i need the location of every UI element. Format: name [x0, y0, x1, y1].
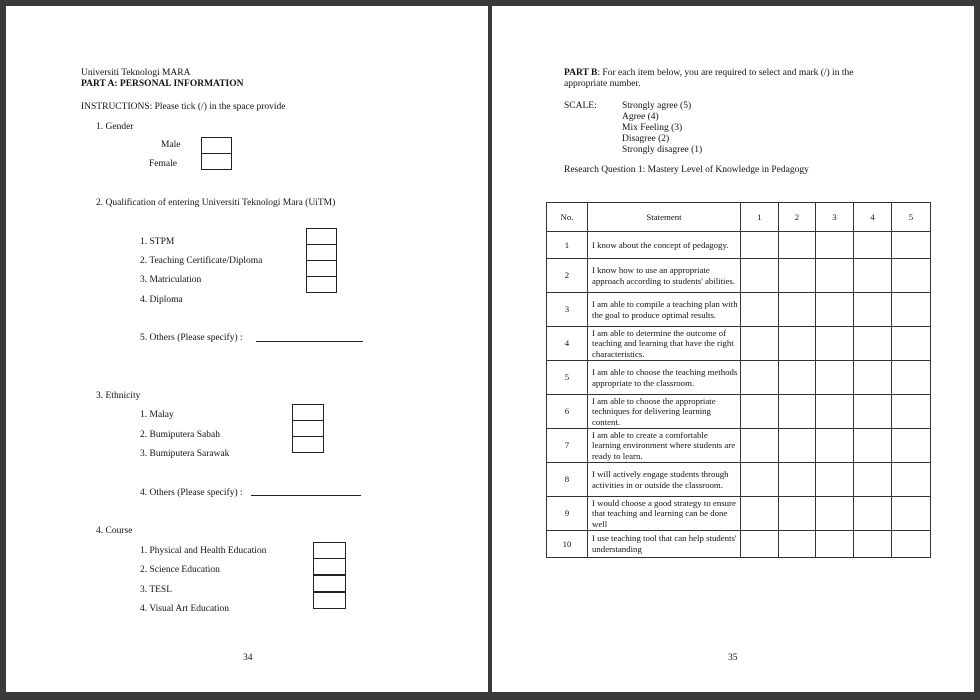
rating-cell-5[interactable]: [892, 293, 931, 327]
rating-cell-5[interactable]: [892, 531, 931, 558]
part-b-instruction: [564, 68, 853, 79]
instructions: INSTRUCTIONS: Please tick (/) in the space provide: [81, 102, 286, 112]
rating-cell-2[interactable]: [779, 327, 816, 361]
rating-cell-4[interactable]: [854, 232, 892, 259]
course-option-tesl: 3. TESL: [140, 585, 173, 595]
rating-cell-4[interactable]: [854, 531, 892, 558]
gender-female-checkbox[interactable]: [201, 153, 232, 170]
ethnicity-option-malay: 1. Malay: [140, 410, 174, 420]
rating-cell-1[interactable]: [741, 293, 779, 327]
row-statement: I am able to determine the outcome of teaching and learning that have the right characteristics.: [588, 327, 741, 361]
table-row: [547, 395, 931, 429]
qualification-option-teaching-certificate: 2. Teaching Certificate/Diploma: [140, 256, 263, 266]
header-scale-2: 2: [779, 203, 816, 232]
table-row: [547, 463, 931, 497]
rating-cell-2[interactable]: [779, 531, 816, 558]
scale-label: SCALE:: [564, 101, 597, 111]
table-body: [547, 232, 931, 558]
course-visual-art-checkbox[interactable]: [313, 592, 346, 609]
rating-cell-4[interactable]: [854, 361, 892, 395]
q3-ethnicity-label: 3. Ethnicity: [96, 391, 141, 401]
table-header-row: [547, 203, 931, 232]
rating-cell-3[interactable]: [816, 463, 854, 497]
row-number: 2: [547, 259, 588, 293]
row-statement: I know about the concept of pedagogy.: [588, 232, 741, 259]
rating-cell-5[interactable]: [892, 463, 931, 497]
rating-cell-5[interactable]: [892, 429, 931, 463]
rating-cell-1[interactable]: [741, 361, 779, 395]
rating-cell-5[interactable]: [892, 361, 931, 395]
course-option-science: 2. Science Education: [140, 565, 220, 575]
q4-course-label: 4. Course: [96, 526, 133, 536]
row-statement: I know how to use an appropriate approach according to students' abilities.: [588, 259, 741, 293]
table-row: [547, 361, 931, 395]
row-number: 3: [547, 293, 588, 327]
rating-cell-1[interactable]: [741, 429, 779, 463]
rating-cell-2[interactable]: [779, 361, 816, 395]
rating-cell-4[interactable]: [854, 293, 892, 327]
qualification-teaching-certificate-checkbox[interactable]: [306, 244, 337, 261]
ethnicity-others-input-line[interactable]: [251, 495, 361, 496]
rating-cell-4[interactable]: [854, 429, 892, 463]
course-phe-checkbox[interactable]: [313, 542, 346, 559]
research-question: Research Question 1: Mastery Level of Knowledge in Pedagogy: [564, 165, 809, 175]
scale-strongly-agree: Strongly agree (5): [622, 101, 692, 111]
rating-cell-1[interactable]: [741, 531, 779, 558]
qualification-option-stpm: 1. STPM: [140, 237, 175, 247]
table-row: [547, 232, 931, 259]
table-row: [547, 531, 931, 558]
table-row: [547, 293, 931, 327]
rating-cell-5[interactable]: [892, 497, 931, 531]
rating-cell-5[interactable]: [892, 395, 931, 429]
page-35: [492, 6, 974, 692]
rating-cell-2[interactable]: [779, 293, 816, 327]
row-number: 9: [547, 497, 588, 531]
qualification-option-matriculation: 3. Matriculation: [140, 275, 202, 285]
row-number: 1: [547, 232, 588, 259]
ethnicity-sarawak-checkbox[interactable]: [292, 436, 324, 453]
rating-cell-3[interactable]: [816, 259, 854, 293]
row-statement: I would choose a good strategy to ensure that teaching and learning can be done well: [588, 497, 741, 531]
row-statement: I will actively engage students through activities in or outside the classroom.: [588, 463, 741, 497]
scale-disagree: Disagree (2): [622, 134, 670, 144]
header-scale-3: 3: [816, 203, 854, 232]
rating-cell-2[interactable]: [779, 463, 816, 497]
table-row: [547, 497, 931, 531]
row-number: 8: [547, 463, 588, 497]
qualification-diploma-checkbox[interactable]: [306, 276, 337, 293]
header-scale-1: 1: [741, 203, 779, 232]
rating-cell-4[interactable]: [854, 463, 892, 497]
rating-cell-1[interactable]: [741, 463, 779, 497]
scale-strongly-disagree: Strongly disagree (1): [622, 145, 703, 155]
rating-cell-2[interactable]: [779, 395, 816, 429]
table-row: [547, 327, 931, 361]
rating-cell-3[interactable]: [816, 395, 854, 429]
row-number: 5: [547, 361, 588, 395]
row-statement: I am able to create a comfortable learning environment where students are ready to learn.: [588, 429, 741, 463]
qualification-others-label: 5. Others (Please specify) :: [140, 333, 243, 343]
rating-cell-4[interactable]: [854, 497, 892, 531]
rating-cell-3[interactable]: [816, 327, 854, 361]
rating-cell-4[interactable]: [854, 259, 892, 293]
qualification-stpm-checkbox[interactable]: [306, 228, 337, 245]
course-option-phe: 1. Physical and Health Education: [140, 546, 267, 556]
scale-agree: Agree (4): [622, 112, 659, 122]
rating-cell-3[interactable]: [816, 293, 854, 327]
course-option-visual-art: 4. Visual Art Education: [140, 604, 229, 614]
page-number: 34: [243, 653, 253, 663]
rating-cell-3[interactable]: [816, 531, 854, 558]
page-34: [6, 6, 488, 692]
row-number: 7: [547, 429, 588, 463]
gender-option-female: Female: [149, 159, 177, 169]
rating-cell-1[interactable]: [741, 327, 779, 361]
q2-qualification-label: 2. Qualification of entering Universiti Teknologi Mara (UiTM): [96, 198, 336, 208]
q1-gender-label: 1. Gender: [96, 122, 134, 132]
rating-cell-2[interactable]: [779, 429, 816, 463]
ethnicity-malay-checkbox[interactable]: [292, 404, 324, 421]
ethnicity-option-sarawak: 3. Bumiputera Sarawak: [140, 449, 230, 459]
part-b-text-1: : For each item below, you are required to select and mark (/) in the: [597, 68, 854, 78]
part-a-title: PART A: PERSONAL INFORMATION: [81, 79, 244, 89]
likert-table: [546, 202, 931, 558]
page-number: 35: [728, 653, 738, 663]
university-name: Universiti Teknologi MARA: [81, 68, 191, 78]
ethnicity-option-sabah: 2. Bumiputera Sabah: [140, 430, 220, 440]
row-number: 6: [547, 395, 588, 429]
header-statement: Statement: [588, 203, 741, 232]
rating-cell-1[interactable]: [741, 395, 779, 429]
rating-cell-2[interactable]: [779, 232, 816, 259]
header-scale-4: 4: [854, 203, 892, 232]
row-statement: I am able to compile a teaching plan with the goal to produce optimal results.: [588, 293, 741, 327]
rating-cell-3[interactable]: [816, 232, 854, 259]
row-number: 10: [547, 531, 588, 558]
scale-mix-feeling: Mix Feeling (3): [622, 123, 683, 133]
row-number: 4: [547, 327, 588, 361]
course-science-checkbox[interactable]: [313, 558, 346, 575]
rating-cell-3[interactable]: [816, 429, 854, 463]
gender-option-male: Male: [161, 140, 181, 150]
row-statement: I am able to choose the teaching methods appropriate to the classroom.: [588, 361, 741, 395]
qualification-others-input-line[interactable]: [256, 341, 363, 342]
row-statement: I am able to choose the appropriate techniques for delivering learning content.: [588, 395, 741, 429]
course-tesl-checkbox[interactable]: [313, 575, 346, 592]
rating-cell-4[interactable]: [854, 395, 892, 429]
rating-cell-2[interactable]: [779, 259, 816, 293]
table-row: [547, 429, 931, 463]
rating-cell-5[interactable]: [892, 327, 931, 361]
row-statement: I use teaching tool that can help students' understanding: [588, 531, 741, 558]
part-b-label: PART B: [564, 68, 598, 78]
rating-cell-4[interactable]: [854, 327, 892, 361]
rating-cell-3[interactable]: [816, 497, 854, 531]
qualification-option-diploma: 4. Diploma: [140, 295, 183, 305]
rating-cell-3[interactable]: [816, 361, 854, 395]
rating-cell-1[interactable]: [741, 232, 779, 259]
rating-cell-1[interactable]: [741, 497, 779, 531]
ethnicity-sabah-checkbox[interactable]: [292, 420, 324, 437]
rating-cell-5[interactable]: [892, 259, 931, 293]
rating-cell-2[interactable]: [779, 497, 816, 531]
rating-cell-5[interactable]: [892, 232, 931, 259]
table-row: [547, 259, 931, 293]
ethnicity-others-label: 4. Others (Please specify) :: [140, 488, 243, 498]
rating-cell-1[interactable]: [741, 259, 779, 293]
header-scale-5: 5: [892, 203, 931, 232]
qualification-matriculation-checkbox[interactable]: [306, 260, 337, 277]
part-b-text-2: appropriate number.: [564, 79, 641, 89]
header-no: No.: [547, 203, 588, 232]
gender-male-checkbox[interactable]: [201, 137, 232, 154]
